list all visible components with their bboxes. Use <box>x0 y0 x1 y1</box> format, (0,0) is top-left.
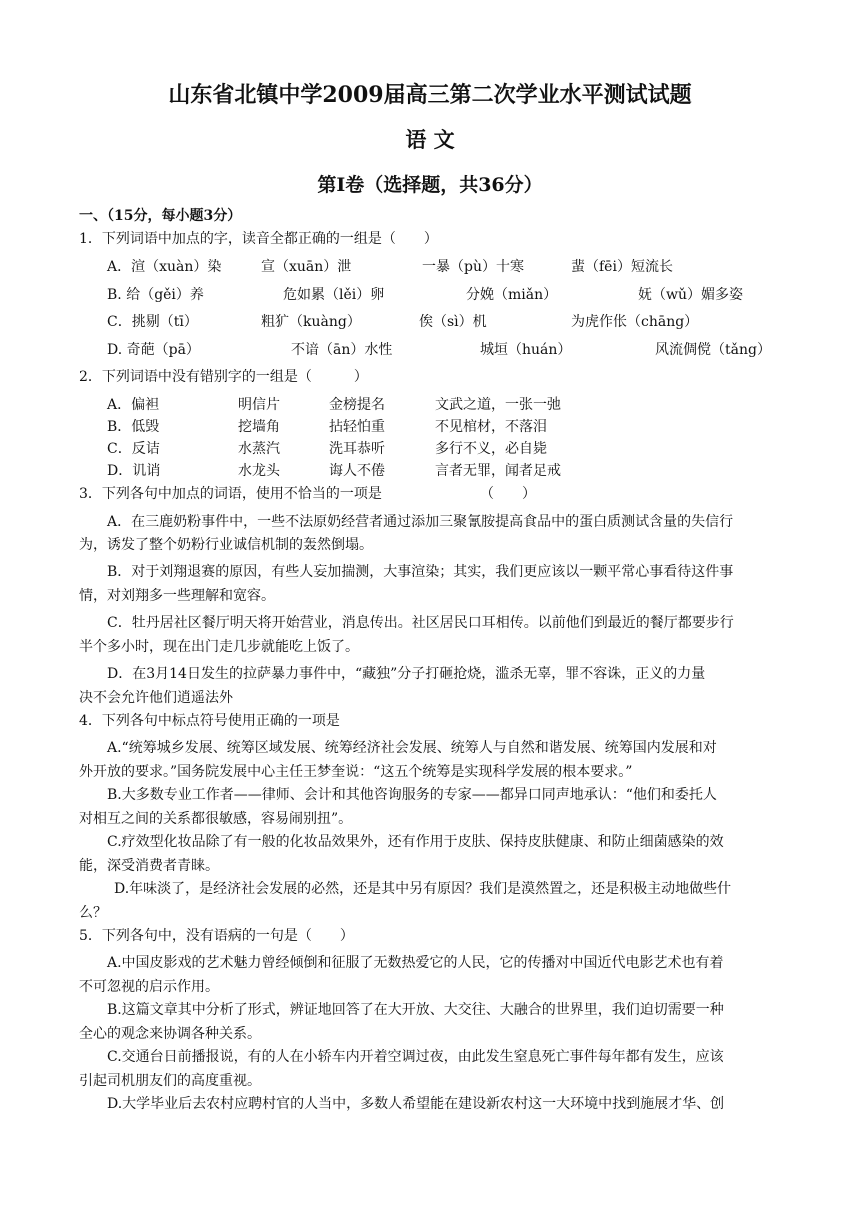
q5-option-a-line2: 不可忽视的启示作用。 <box>79 979 219 995</box>
q1-option-a-3: 一暴（pù）十寒 <box>422 259 524 275</box>
q1-option-d-3: 城垣（huán） <box>480 342 572 358</box>
q1-option-b-2: 危如累（lěi）卵 <box>283 287 385 303</box>
q2-option-b-3: 拈轻怕重 <box>329 419 385 435</box>
q1-option-c-3: 俟（sì）机 <box>419 314 487 330</box>
q3-option-b-line2: 情，对刘翔多一些理解和宽容。 <box>79 588 275 604</box>
q3-answer-paren: （ ） <box>480 486 536 502</box>
q3-option-c-line1: C．牡丹居社区餐厅明天将开始营业，消息传出。社区居民口耳相传。以前他们到最近的餐厅都要步行 <box>107 615 734 631</box>
subject-title: 语 文 <box>405 127 455 152</box>
q1-option-c-2: 粗犷（kuàng） <box>261 314 361 330</box>
q5-option-b-line2: 全心的观念来协调各种关系。 <box>79 1026 261 1042</box>
q4-option-a-line2: 外开放的要求。”国务院发展中心主任王梦奎说：“这五个统筹是实现科学发展的根本要求。” <box>79 764 633 780</box>
q5-option-a-line1: A.中国皮影戏的艺术魅力曾经倾倒和征服了无数热爱它的人民，它的传播对中国近代电影艺术也有着 <box>107 955 724 971</box>
q3-option-d-line2: 决不会允许他们逍遥法外 <box>79 690 233 706</box>
q3-option-b-line1: B．对于刘翔退赛的原因，有些人妄加揣测，大事渲染；其实，我们更应该以一颗平常心事看待这件事 <box>107 564 734 580</box>
q2-option-a-4: 文武之道，一张一弛 <box>435 397 561 413</box>
q5-option-c-line1: C.交通台日前播报说，有的人在小轿车内开着空调过夜，由此发生窒息死亡事件每年都有发生，应该 <box>107 1049 724 1065</box>
q2-option-a-2: 明信片 <box>238 397 280 413</box>
q3-option-c-line2: 半个多小时，现在出门走几步就能吃上饭了。 <box>79 639 359 655</box>
q2-option-d-4: 言者无罪，闻者足戒 <box>435 463 561 479</box>
q5-option-c-line2: 引起司机朋友们的高度重视。 <box>79 1073 261 1089</box>
q1-option-c-1: C．挑剔（tī） <box>107 314 198 330</box>
q1-option-a-4: 蜚（fēi）短流长 <box>571 259 673 275</box>
q5-stem: 5．下列各句中，没有语病的一句是（ ） <box>79 928 354 944</box>
q3-option-a-line2: 为，诱发了整个奶粉行业诚信机制的轰然倒塌。 <box>79 537 373 553</box>
section-title: 第Ⅰ卷（选择题，共36分） <box>317 174 543 196</box>
q2-option-d-3: 诲人不倦 <box>329 463 385 479</box>
q2-option-a-1: A．偏袒 <box>107 397 160 413</box>
q1-option-b-4: 妩（wǔ）媚多姿 <box>638 287 743 303</box>
q2-option-d-2: 水龙头 <box>238 463 280 479</box>
q4-option-a-line1: A.“统筹城乡发展、统筹区域发展、统筹经济社会发展、统筹人与自然和谐发展、统筹国内发展和对 <box>107 740 717 756</box>
q2-option-b-1: B．低毁 <box>107 419 160 435</box>
q5-option-b-line1: B.这篇文章其中分析了形式，辨证地回答了在大开放、大交往、大融合的世界里，我们迫切需要一种 <box>107 1002 724 1018</box>
q1-option-b-1: B. 给（gěi）养 <box>107 287 204 303</box>
q1-option-d-2: 不谙（ān）水性 <box>291 342 393 358</box>
q4-stem: 4．下列各句中标点符号使用正确的一项是 <box>79 713 340 729</box>
q3-option-a-line1: A．在三鹿奶粉事件中，一些不法原奶经营者通过添加三聚氰胺提高食品中的蛋白质测试含量的失信行 <box>107 514 734 530</box>
q1-option-a-1: A．渲（xuàn）染 <box>107 259 222 275</box>
q4-option-d-line1: D.年味淡了，是经济社会发展的必然，还是其中另有原因？我们是漠然置之，还是积极主动地做些什 <box>114 881 732 897</box>
q2-option-c-4: 多行不义，必自毙 <box>435 441 547 457</box>
q2-option-d-1: D．讥诮 <box>107 463 161 479</box>
q1-option-d-1: D. 奇葩（pā） <box>107 342 200 358</box>
q4-option-b-line2: 对相互之间的关系都很敏感，容易闹别扭”。 <box>79 811 353 827</box>
q2-option-b-4: 不见棺材，不落泪 <box>435 419 547 435</box>
q4-option-c-line2: 能，深受消费者青睐。 <box>79 858 219 874</box>
q4-option-c-line1: C.疗效型化妆品除了有一般的化妆品效果外，还有作用于皮肤、保持皮肤健康、和防止细菌感染的效 <box>107 834 724 850</box>
q2-option-b-2: 挖墙角 <box>238 419 280 435</box>
q2-option-c-2: 水蒸汽 <box>238 441 280 457</box>
q1-option-d-4: 风流倜傥（tǎng） <box>655 342 771 358</box>
q1-stem: 1．下列词语中加点的字，读音全都正确的一组是（ ） <box>79 231 438 247</box>
q4-option-d-line2: 么？ <box>79 905 107 921</box>
q3-stem: 3．下列各句中加点的词语，使用不恰当的一项是 <box>79 486 382 502</box>
q1-option-a-2: 宣（xuān）泄 <box>261 259 352 275</box>
q2-option-c-3: 洗耳恭听 <box>329 441 385 457</box>
q1-option-c-4: 为虎作伥（chāng） <box>571 314 699 330</box>
part-heading: 一、（15分，每小题3分） <box>79 208 242 224</box>
exam-title: 山东省北镇中学2009届高三第二次学业水平测试试题 <box>168 82 692 108</box>
q4-option-b-line1: B.大多数专业工作者——律师、会计和其他咨询服务的专家——都异口同声地承认：“他们和委托人 <box>107 787 717 803</box>
q2-stem: 2．下列词语中没有错别字的一组是（ ） <box>79 369 368 385</box>
q5-option-d-line1: D.大学毕业后去农村应聘村官的人当中，多数人希望能在建设新农村这一大环境中找到施展才华、创 <box>107 1096 725 1112</box>
q2-option-a-3: 金榜提名 <box>329 397 385 413</box>
q3-option-d-line1: D．在3月14日发生的拉萨暴力事件中，“藏独”分子打砸抢烧，滥杀无辜，罪不容诛，正义的力量 <box>107 666 706 682</box>
q1-option-b-3: 分娩（miǎn） <box>466 287 558 303</box>
q2-option-c-1: C．反诘 <box>107 441 160 457</box>
